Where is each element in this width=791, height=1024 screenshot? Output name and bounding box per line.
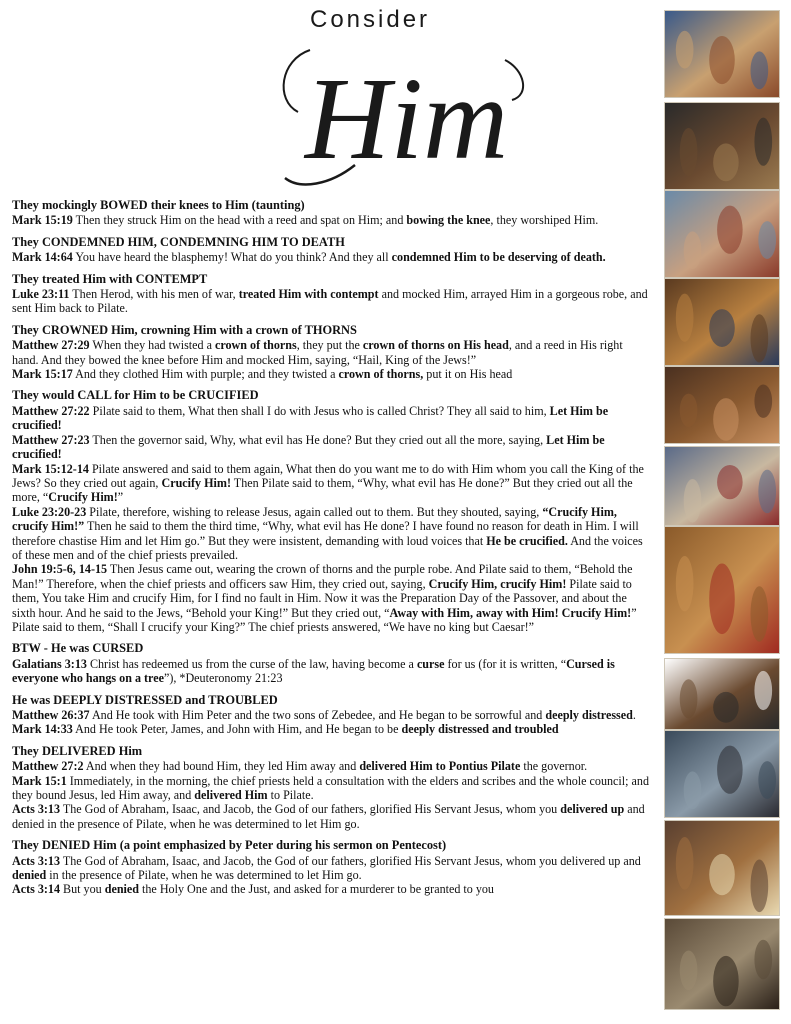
emphasized-text: denied <box>104 882 139 897</box>
verse-paragraph <box>12 505 652 563</box>
emphasized-text: condemned Him to be deserving of death. <box>391 250 606 265</box>
section <box>12 272 652 316</box>
verse-paragraph <box>12 367 652 381</box>
section-heading: They CONDEMNED HIM, CONDEMNING HIM TO DEATH <box>12 234 345 249</box>
verse-text: The God of Abraham, Isaac, and Jacob, the God of our fathers, glorified His Servant Jesus, whom you <box>60 802 561 817</box>
crown-on-cross-photo <box>664 658 780 730</box>
verse-text: put it on His head <box>423 367 513 382</box>
verse-reference: Mark 14:33 <box>12 722 73 737</box>
section <box>12 693 652 737</box>
verse-text: The God of Abraham, Isaac, and Jacob, the God of our fathers, glorified His Servant Jesus, whom you delivered up and <box>60 853 641 868</box>
emphasized-text: He be crucified. <box>486 533 568 548</box>
verse-reference: Matthew 27:22 <box>12 403 90 418</box>
verse-text: And He took Peter, James, and John with Him, and He began to be <box>72 722 402 737</box>
verse-reference: Acts 3:13 <box>12 853 61 868</box>
verse-text: You have heard the blasphemy! What do you think? And they all <box>72 250 392 265</box>
verse-text: And the voices of these men and of the chief priests prevailed. <box>12 533 643 562</box>
section-heading: BTW - He was CURSED <box>12 641 144 656</box>
jesus-praying-painting <box>664 10 780 98</box>
emphasized-text: crown of thorns <box>214 338 297 353</box>
verse-text: in the presence of Pilate, when he was determined to let Him go. <box>46 868 362 883</box>
verse-paragraph <box>12 722 652 736</box>
verse-text: for us (for it is written, “ <box>444 656 567 671</box>
verse-reference: Luke 23:20-23 <box>12 504 87 519</box>
verse-reference: Mark 14:64 <box>12 250 73 265</box>
logo-him-text: Him <box>305 53 509 184</box>
verse-text: ” Pilate said to them, “Shall I crucify your King?” The chief priests answered, “We have no king but Caesar!” <box>12 605 637 634</box>
verse-text: Pilate said to them, You take Him and crucify Him, for I find no fault in Him. Now it was the Preparation Day of the Passover, and about the sixth hour. And he said to the Jews, “Behold your King!” But they cried out, “ <box>12 576 632 620</box>
emphasized-text: crown of thorns, <box>338 367 424 382</box>
soldiers-painting <box>664 366 780 444</box>
verse-paragraph <box>12 882 652 896</box>
section-heading: They treated Him with CONTEMPT <box>12 271 208 286</box>
mocking-painting <box>664 526 780 654</box>
verse-paragraph <box>12 854 652 883</box>
emphasized-text: Crucify Him! <box>161 475 231 490</box>
verse-paragraph <box>12 287 652 316</box>
verse-reference: Matthew 27:23 <box>12 432 90 447</box>
verse-reference: Matthew 27:29 <box>12 338 90 353</box>
section-heading: They would CALL for Him to be CRUCIFIED <box>12 388 259 403</box>
verse-text: the governor. <box>520 759 588 774</box>
verse-paragraph <box>12 213 652 227</box>
verse-paragraph <box>12 433 652 462</box>
verse-paragraph <box>12 462 652 505</box>
verse-text: Then they struck Him on the head with a reed and spat on Him; and <box>72 213 407 228</box>
verse-reference: Mark 15:1 <box>12 773 67 788</box>
verse-paragraph <box>12 404 652 433</box>
emphasized-text: delivered up <box>560 802 625 817</box>
section <box>12 641 652 685</box>
emphasized-text: Away with Him, away with Him! Crucify Him! <box>389 605 632 620</box>
verse-text: to Pilate. <box>267 788 314 803</box>
emphasized-text: crown of thorns on His head <box>362 338 509 353</box>
emphasized-text: deeply distressed <box>545 708 633 722</box>
section <box>12 323 652 382</box>
emphasized-text: Crucify Him! <box>48 490 118 505</box>
emphasized-text: deeply distressed and troubled <box>401 722 559 737</box>
verse-text: And He took with Him Peter and the two sons of Zebedee, and He began to be sorrowful and <box>89 708 546 722</box>
verse-text: Then Pilate said to them, “Why, what evil has He done?” But they cried out all the more, “ <box>12 475 633 505</box>
scourging-painting <box>664 190 780 278</box>
verse-paragraph <box>12 802 652 831</box>
title-logo <box>250 0 550 195</box>
emphasized-text: delivered Him to Pontius Pilate <box>359 759 521 774</box>
verse-reference: Mark 15:17 <box>12 367 73 382</box>
verse-text: Immediately, in the morning, the chief priests held a consultation with the elders and scribes and the whole council; and they bound Jesus, led Him away, and <box>12 773 649 803</box>
verse-text: Then Herod, with his men of war, <box>69 287 239 302</box>
crown-of-thorns-painting <box>664 278 780 366</box>
verse-text: Pilate, therefore, wishing to release Jesus, again called out to them. But they shouted, saying, <box>86 504 543 519</box>
verse-text: the Holy One and the Just, and asked for a murderer to be granted to you <box>139 882 494 897</box>
section-heading: They CROWNED Him, crowning Him with a crown of THORNS <box>12 322 357 337</box>
crowd-painting <box>664 102 780 190</box>
verse-text: Then the governor said, Why, what evil has He done? But they cried out all the more, saying, <box>89 432 547 447</box>
verse-text: , and a reed in His right hand. And they bowed the knee before Him and mocked Him, saying, “Hail, King of the Jews!” <box>12 338 623 367</box>
verse-paragraph <box>12 759 652 773</box>
section-heading: They DELIVERED Him <box>12 743 143 758</box>
verse-reference: Matthew 26:37 <box>12 708 90 722</box>
cup-photo <box>664 820 780 916</box>
verse-text: When they had twisted a <box>89 338 215 353</box>
section <box>12 198 652 228</box>
verse-paragraph <box>12 562 652 634</box>
verse-reference: Acts 3:14 <box>12 882 61 897</box>
emphasized-text: Crucify Him, crucify Him! <box>428 576 567 591</box>
section-heading: They mockingly BOWED their knees to Him (taunting) <box>12 198 305 212</box>
section <box>12 838 652 897</box>
emphasized-text: Let Him be crucified! <box>12 432 605 462</box>
verse-reference: Luke 23:11 <box>12 287 70 302</box>
emphasized-text: Cursed is everyone who hangs on a tree <box>12 656 615 686</box>
verse-paragraph <box>12 657 652 686</box>
verse-text: Then Jesus came out, wearing the crown of thorns and the purple robe. And Pilate said to them, “Behold the Man!” Therefore, when the chief priests and officers saw Him, they cried out, saying, <box>12 562 633 591</box>
verse-text: And they clothed Him with purple; and they twisted a <box>72 367 339 382</box>
verse-text: and denied in the presence of Pilate, when he was determined to let Him go. <box>12 802 645 831</box>
consider-him-logo <box>250 0 550 195</box>
verse-text: Pilate answered and said to them again, What then do you want me to do with Him whom you call the King of the Jews? So they cried out again, <box>12 461 644 490</box>
emphasized-text: Let Him be crucified! <box>12 403 609 433</box>
section <box>12 388 652 634</box>
verse-paragraph <box>12 708 652 722</box>
verse-text: and mocked Him, arrayed Him in a gorgeous robe, and sent Him back to Pilate. <box>12 287 648 316</box>
tomb-photo <box>664 918 780 1010</box>
emphasized-text: delivered Him <box>194 788 268 803</box>
verse-paragraph <box>12 250 652 264</box>
emphasized-text: treated Him with contempt <box>238 287 379 302</box>
emphasized-text: “Crucify Him, crucify Him!” <box>12 504 617 534</box>
verse-text: Pilate said to them, What then shall I do with Jesus who is called Christ? They all said to him, <box>89 403 550 418</box>
emphasized-text: denied <box>12 868 47 883</box>
section-heading: He was DEEPLY DISTRESSED and TROUBLED <box>12 692 278 707</box>
verse-paragraph <box>12 338 652 367</box>
section-heading: They DENIED Him (a point emphasized by Peter during his sermon on Pentecost) <box>12 838 447 853</box>
section <box>12 744 652 831</box>
verse-reference: Mark 15:19 <box>12 213 73 228</box>
verse-reference: John 19:5-6, 14-15 <box>12 562 108 577</box>
verse-text: Christ has redeemed us from the curse of the law, having become a <box>86 656 417 671</box>
verse-text: And when they had bound Him, they led Him away and <box>83 759 360 774</box>
section <box>12 235 652 265</box>
logo-consider-text: Consider <box>310 6 431 33</box>
verse-text: ”), *Deuteronomy 21:23 <box>163 671 283 686</box>
verse-text: . <box>632 708 636 722</box>
scripture-content <box>12 198 652 904</box>
pilate-painting <box>664 446 780 526</box>
verse-text: But you <box>60 882 105 897</box>
verse-reference: Acts 3:13 <box>12 802 61 817</box>
verse-reference: Galatians 3:13 <box>12 656 87 671</box>
emphasized-text: curse <box>416 656 445 671</box>
emphasized-text: bowing the knee <box>406 213 491 228</box>
verse-reference: Mark 15:12-14 <box>12 461 89 476</box>
verse-text: , they put the <box>296 338 363 353</box>
verse-text: ” <box>117 490 124 505</box>
verse-paragraph <box>12 774 652 803</box>
verse-text: Then he said to them the third time, “Why, what evil has He done? I have found no reason for death in Him. I will therefore chastise Him and let Him go.” But they were insistent, demanding with loud voices that <box>12 519 639 548</box>
verse-text: , they worshiped Him. <box>490 213 599 228</box>
crucifixion-sky-photo <box>664 730 780 818</box>
verse-reference: Matthew 27:2 <box>12 759 84 774</box>
